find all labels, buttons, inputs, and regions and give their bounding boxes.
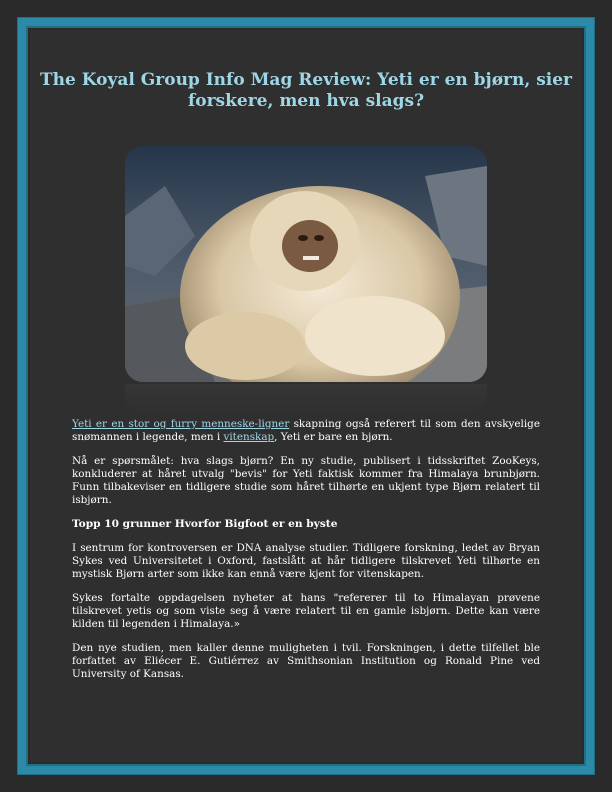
paragraph-3: I sentrum for kontroversen er DNA analyse studier. Tidligere forskning, ledet av Bryan Sykes ved Universitetet i Oxford, fastslått at hår tidligere tilskrevet Yeti tilhørte en mystisk Bjørn arter som ikke kan ennå være kjent for vitenskapen. bbox=[72, 542, 540, 580]
paragraph-4: Sykes fortalte oppdagelsen nyheter at hans "refererer til to Himalayan prøvene tilskrevet yetis og som viste seg å være relatert til en gamle isbjørn. Dette kan være kilden til legenden i Himalaya.» bbox=[72, 592, 540, 630]
science-link[interactable]: vitenskap bbox=[223, 431, 275, 443]
yeti-photo bbox=[125, 146, 487, 382]
paragraph-5: Den nye studien, men kaller denne muligheten i tvil. Forskningen, i dette tilfellet ble forfattet av Eliécer E. Gutiérrez av Smithsonian Institution og Ronald Pine ved University of Kansas. bbox=[72, 642, 540, 680]
paragraph-1 bbox=[72, 418, 540, 444]
paragraph-1-text-a: skapning også referert til som den avskyelige snømannen i legende, men i bbox=[72, 418, 540, 443]
section-heading: Topp 10 grunner Hvorfor Bigfoot er en byste bbox=[72, 518, 338, 530]
paragraph-2: Nå er spørsmålet: hva slags bjørn? En ny studie, publisert i tidsskriftet ZooKeys, konkluderer at håret utvalg "bevis" for Yeti faktisk kommer fra Himalaya brunbjørn. Funn tilbakeviser en tidligere studie som håret tilhørte en ukjent type Bjørn relatert til isbjørn. bbox=[72, 455, 540, 506]
page-title: The Koyal Group Info Mag Review: Yeti er en bjørn, sier forskere, men hva slags? bbox=[40, 70, 572, 111]
article-body bbox=[72, 418, 540, 692]
paragraph-1-text-b: , Yeti er bare en bjørn. bbox=[274, 431, 393, 443]
yeti-link[interactable]: Yeti er en stor og furry menneske-ligner bbox=[72, 418, 290, 430]
photo-reflection bbox=[125, 384, 487, 414]
